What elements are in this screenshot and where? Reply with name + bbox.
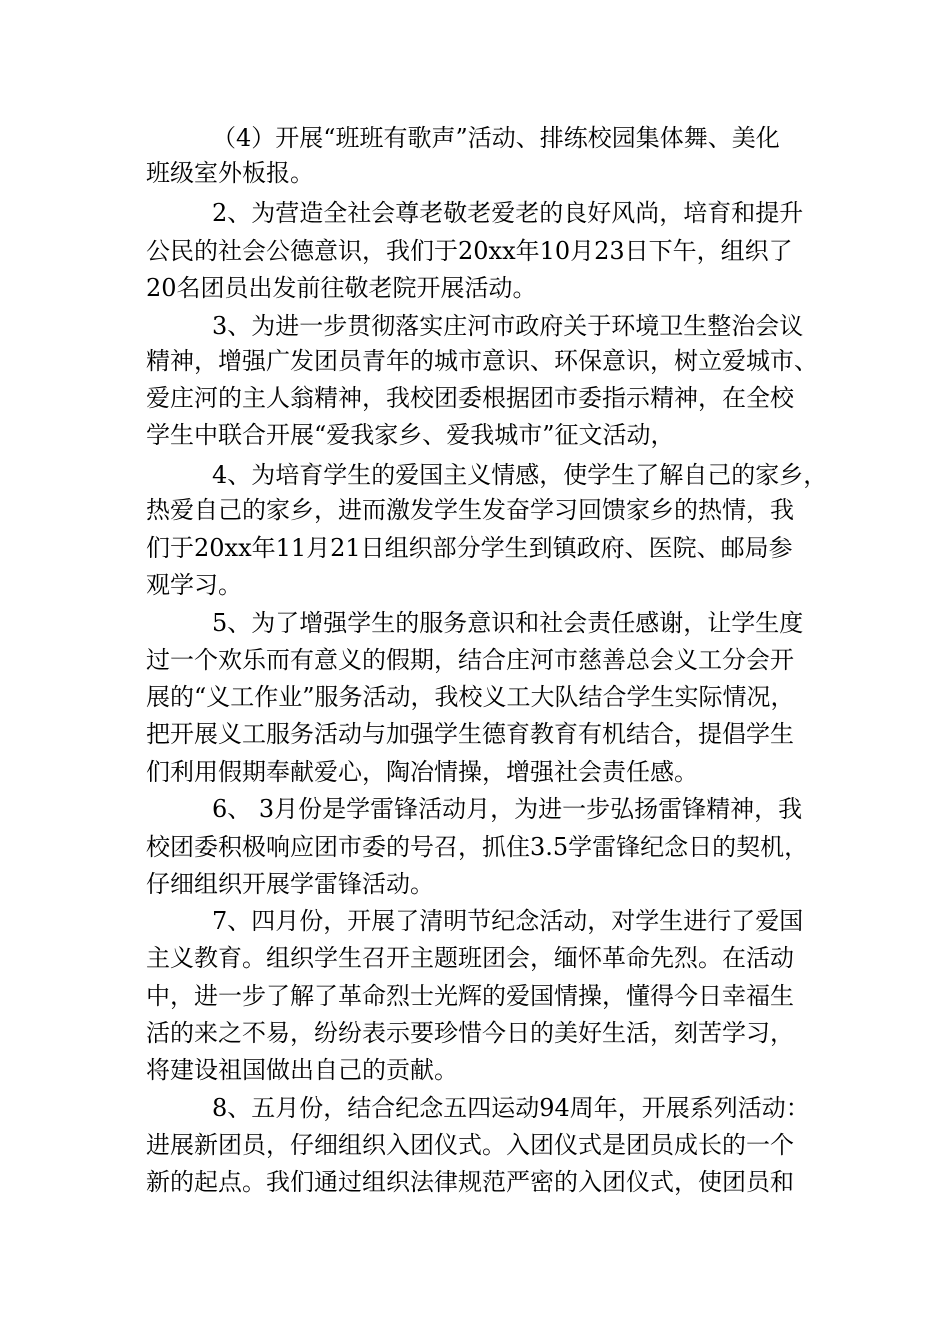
body-text-line: 进展新团员，仔细组织入团仪式。入团仪式是团员成长的一个 [146, 1131, 794, 1159]
body-text-line: 8、五月份，结合纪念五四运动94周年，开展系列活动： [212, 1094, 810, 1122]
body-text-line: 校团委积极响应团市委的号召，抓住3.5学雷锋纪念日的契机， [146, 833, 809, 861]
body-text-line: 公民的社会公德意识，我们于20xx年10月23日下午，组织了 [146, 237, 793, 265]
body-text-line: 班级室外板报。 [146, 159, 314, 187]
body-text-line: 6、 3月份是学雷锋活动月，为进一步弘扬雷锋精神，我 [212, 795, 803, 823]
body-text-line: 7、四月份，开展了清明节纪念活动，对学生进行了爱国 [212, 907, 804, 935]
body-text-line: （4）开展“班班有歌声”活动、排练校园集体舞、美化 [212, 124, 780, 152]
body-text-line: 学生中联合开展“爱我家乡、爱我城市”征文活动， [146, 421, 675, 449]
body-text-line: 2、为营造全社会尊老敬老爱老的良好风尚，培育和提升 [212, 199, 804, 227]
body-text-line: 展的“义工作业”服务活动，我校义工大队结合学生实际情况， [146, 683, 795, 711]
body-text-line: 过一个欢乐而有意义的假期，结合庄河市慈善总会义工分会开 [146, 646, 794, 674]
body-text-line: 3、为进一步贯彻落实庄河市政府关于环境卫生整治会议 [212, 312, 804, 340]
body-text-line: 活的来之不易，纷纷表示要珍惜今日的美好生活，刻苦学习， [146, 1019, 794, 1047]
body-text-line: 爱庄河的主人翁精神，我校团委根据团市委指示精神，在全校 [146, 384, 794, 412]
body-text-line: 把开展义工服务活动与加强学生德育教育有机结合，提倡学生 [146, 720, 794, 748]
body-text-line: 精神，增强广发团员青年的城市意识、环保意识，树立爱城市、 [146, 347, 818, 375]
body-text-line: 5、为了增强学生的服务意识和社会责任感谢，让学生度 [212, 609, 804, 637]
body-text-line: 们利用假期奉献爱心，陶冶情操，增强社会责任感。 [146, 758, 698, 786]
body-text-line: 们于20xx年11月21日组织部分学生到镇政府、医院、邮局参 [146, 534, 793, 562]
body-text-line: 热爱自己的家乡，进而激发学生发奋学习回馈家乡的热情，我 [146, 496, 794, 524]
body-text-line: 主义教育。组织学生召开主题班团会，缅怀革命先烈。在活动 [146, 944, 794, 972]
body-text-line: 观学习。 [146, 571, 242, 599]
body-text-line: 4、为培育学生的爱国主义情感，使学生了解自己的家乡， [212, 461, 828, 489]
body-text-line: 仔细组织开展学雷锋活动。 [146, 870, 434, 898]
body-text-line: 中，进一步了解了革命烈士光辉的爱国情操，懂得今日幸福生 [146, 982, 794, 1010]
body-text-line: 20名团员出发前往敬老院开展活动。 [146, 274, 537, 302]
body-text-line: 将建设祖国做出自己的贡献。 [146, 1056, 458, 1084]
body-text-line: 新的起点。我们通过组织法律规范严密的入团仪式，使团员和 [146, 1168, 794, 1196]
